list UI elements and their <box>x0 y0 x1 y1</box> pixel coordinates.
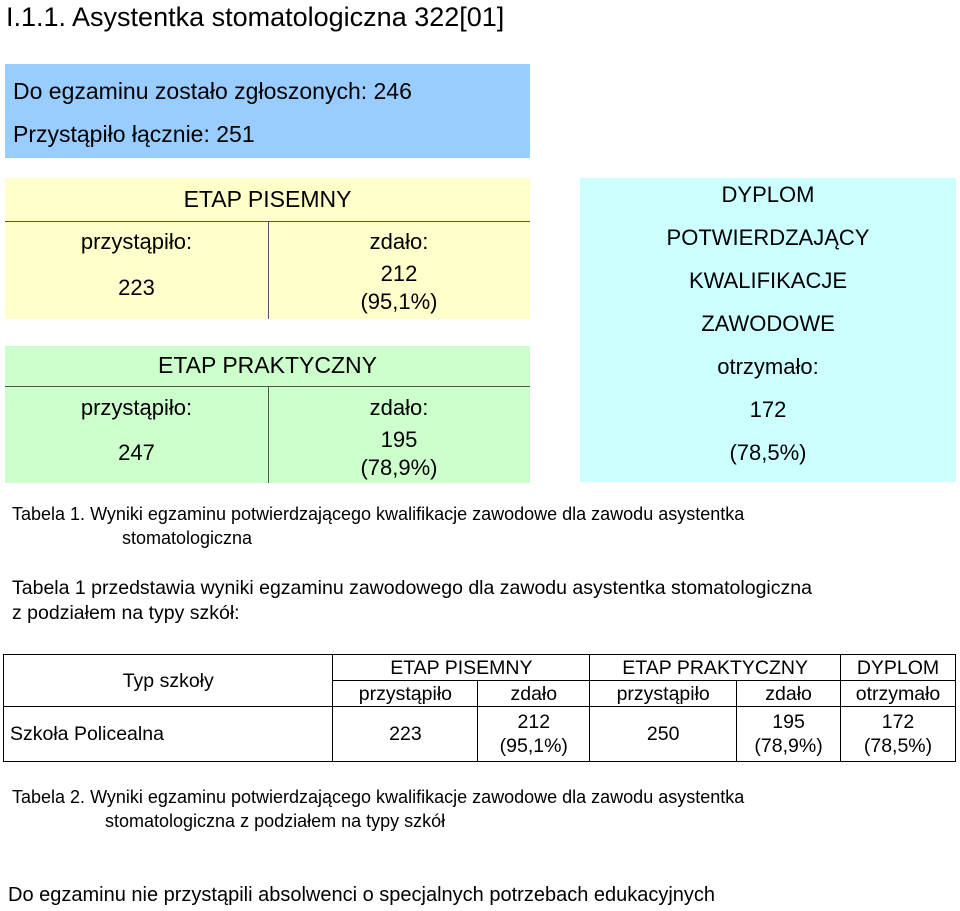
diploma-received-label: otrzymało: <box>717 354 819 379</box>
table1-caption-label: Tabela 1. <box>12 504 86 524</box>
header-school-type: Typ szkoły <box>4 655 333 707</box>
header-attended: przystąpiło <box>590 681 737 707</box>
header-received: otrzymało <box>841 681 956 707</box>
practical-stage-panel <box>5 346 530 483</box>
cell-diploma-received <box>841 707 956 762</box>
header-practical: ETAP PRAKTYCZNY <box>590 655 841 681</box>
cell-school: Szkoła Policealna <box>4 707 333 762</box>
summary-box <box>5 64 530 158</box>
footer-note: Do egzaminu nie przystąpili absolwenci o specjalnych potrzebach edukacyjnych <box>8 884 716 906</box>
diploma-title-line3: KWALIFIKACJE <box>688 268 848 293</box>
intro-line2: z podziałem na typy szkół: <box>12 602 240 624</box>
cell-practical-passed-value: 195 <box>772 711 805 733</box>
written-stage-panel <box>5 178 530 319</box>
cell-diploma-received-value: 172 <box>881 711 915 733</box>
practical-passed-value: 195 <box>380 427 418 452</box>
practical-stage-title: ETAP PRAKTYCZNY <box>158 352 377 378</box>
table2-caption-text: Wyniki egzaminu potwierdzającego kwalifikacje zawodowe dla zawodu asystentka <box>90 787 745 807</box>
written-attended-value: 223 <box>118 275 155 300</box>
diploma-panel <box>580 178 956 482</box>
cell-practical-attended: 250 <box>590 707 737 762</box>
results-table <box>3 654 956 762</box>
registered-count: Do egzaminu zostało zgłoszonych: 246 <box>13 78 412 104</box>
header-diploma: DYPLOM <box>841 655 956 681</box>
table1-caption-text: Wyniki egzaminu potwierdzającego kwalifikacje zawodowe dla zawodu asystentka <box>90 504 745 524</box>
diploma-received-pct: (78,5%) <box>729 440 807 465</box>
table2-caption-continued: stomatologiczna z podziałem na typy szkół <box>105 811 446 831</box>
header-passed: zdało <box>478 681 590 707</box>
cell-practical-passed-pct: (78,9%) <box>754 735 823 757</box>
attended-total: Przystąpiło łącznie: 251 <box>13 121 255 147</box>
table-row <box>4 707 956 762</box>
practical-attended-label: przystąpiło: <box>80 395 193 420</box>
section-heading: I.1.1. Asystentka stomatologiczna 322[01] <box>6 2 505 32</box>
diploma-received-value: 172 <box>749 397 787 422</box>
header-passed: zdało <box>737 681 841 707</box>
diploma-title-line1: DYPLOM <box>721 182 815 207</box>
table1-caption <box>12 503 744 526</box>
diploma-title-line2: POTWIERDZAJĄCY <box>666 225 870 250</box>
cell-written-passed <box>478 707 590 762</box>
written-passed-value: 212 <box>380 261 418 286</box>
table2-caption-label: Tabela 2. <box>12 787 86 807</box>
cell-diploma-received-pct: (78,5%) <box>863 735 933 757</box>
intro-line1: Tabela 1 przedstawia wyniki egzaminu zawodowego dla zawodu asystentka stomatologiczna <box>12 577 812 599</box>
cell-written-attended: 223 <box>333 707 478 762</box>
header-written: ETAP PISEMNY <box>333 655 590 681</box>
diploma-title-line4: ZAWODOWE <box>701 311 835 336</box>
table2-caption <box>12 786 744 809</box>
table-header-row <box>4 655 956 681</box>
table1-caption-continued: stomatologiczna <box>122 528 253 548</box>
cell-written-passed-pct: (95,1%) <box>499 735 568 757</box>
written-attended-label: przystąpiło: <box>80 229 193 254</box>
practical-passed-pct: (78,9%) <box>360 455 438 480</box>
written-stage-title: ETAP PISEMNY <box>183 186 352 212</box>
written-passed-label: zdało: <box>369 229 429 254</box>
practical-passed-label: zdało: <box>369 395 429 420</box>
header-attended: przystąpiło <box>333 681 478 707</box>
practical-attended-value: 247 <box>118 440 155 465</box>
cell-practical-passed <box>737 707 841 762</box>
cell-written-passed-value: 212 <box>517 711 551 733</box>
written-passed-pct: (95,1%) <box>360 289 438 314</box>
